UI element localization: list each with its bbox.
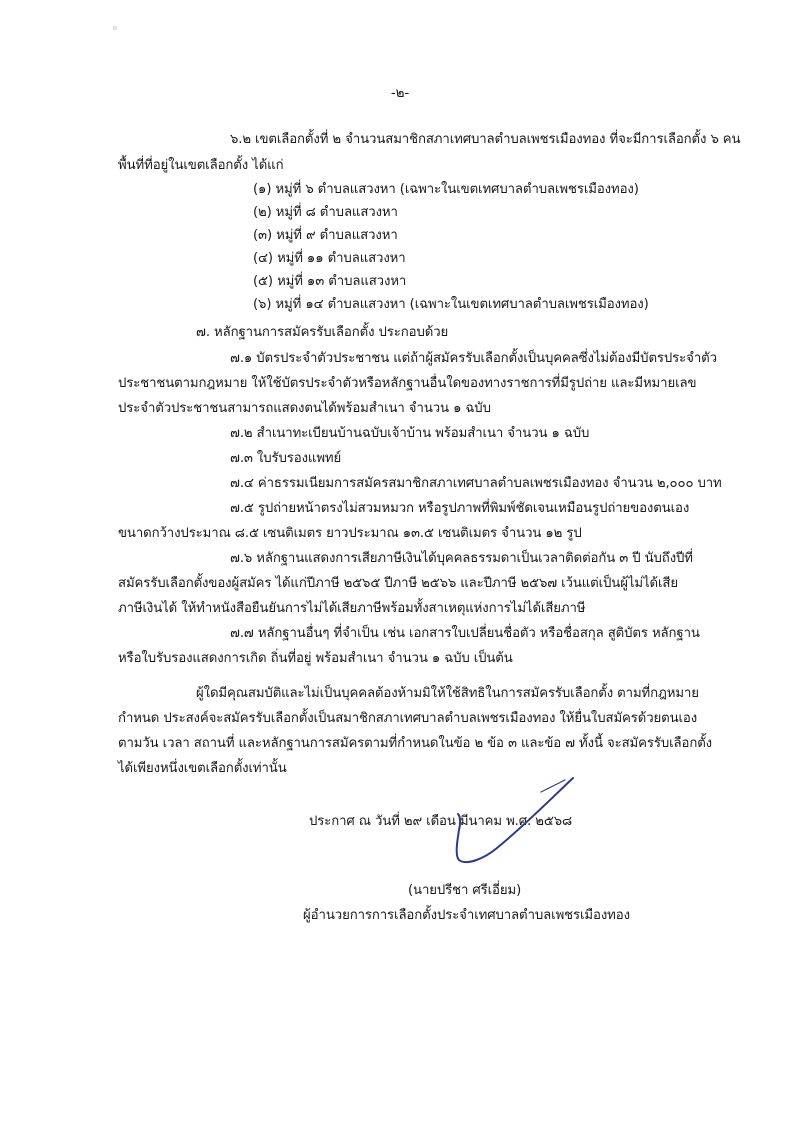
closing-paragraph-line4: ได้เพียงหนึ่งเขตเลือกตั้งเท่านั้น	[118, 761, 287, 776]
closing-paragraph-line1: ผู้ใดมีคุณสมบัติและไม่เป็นบุคคลต้องห้ามมิให้ใช้สิทธิในการสมัครรับเลือกตั้ง ตามที่กฎหมาย	[196, 686, 699, 701]
item-7-1-line2: ประชาชนตามกฎหมาย ให้ใช้บัตรประจำตัวหรือหลักฐานอื่นใดของทางราชการที่มีรูปถ่าย และมีหมายเลข	[118, 376, 697, 391]
area-list-item: (๔) หมู่ที่ ๑๑ ตำบลแสวงหา	[253, 251, 406, 266]
item-7-2: ๗.๒ สำเนาทะเบียนบ้านฉบับเจ้าบ้าน พร้อมสำเนา จำนวน ๑ ฉบับ	[230, 426, 590, 441]
page-number: -๒-	[390, 85, 410, 101]
item-7-7-line2: หรือใบรับรองแสดงการเกิด ถิ่นที่อยู่ พร้อมสำเนา จำนวน ๑ ฉบับ เป็นต้น	[118, 651, 513, 666]
area-list-item: (๒) หมู่ที่ ๘ ตำบลแสวงหา	[253, 205, 398, 220]
announcement-date: ประกาศ ณ วันที่ ๒๙ เดือน มีนาคม พ.ศ. ๒๕๖๘	[309, 814, 573, 829]
closing-paragraph-line2: กำหนด ประสงค์จะสมัครรับเลือกตั้งเป็นสมาชิกสภาเทศบาลตำบลเพชรเมืองทอง ให้ยื่นใบสมัครด้วยตนเอง	[118, 711, 698, 726]
item-7-5-line1: ๗.๕ รูปถ่ายหน้าตรงไม่สวมหมวก หรือรูปภาพที่พิมพ์ชัดเจนเหมือนรูปถ่ายของตนเอง	[230, 501, 690, 516]
item-7-6-line1: ๗.๖ หลักฐานแสดงการเสียภาษีเงินได้บุคคลธรรมดาเป็นเวลาติดต่อกัน ๓ ปี นับถึงปีที่	[230, 551, 693, 566]
item-7-5-line2: ขนาดกว้างประมาณ ๘.๕ เซนติเมตร ยาวประมาณ ๑๓.๕ เซนติเมตร จำนวน ๑๒ รูป	[118, 526, 582, 541]
area-list-item: (๕) หมู่ที่ ๑๓ ตำบลแสวงหา	[253, 274, 407, 289]
handwritten-signature	[445, 770, 585, 870]
item-7-3: ๗.๓ ใบรับรองแพทย์	[230, 451, 342, 466]
item-7-1-line1: ๗.๑ บัตรประจำตัวประชาชน แต่ถ้าผู้สมัครรับเลือกตั้งเป็นบุคคลซึ่งไม่ต้องมีบัตรประจำตัว	[230, 351, 717, 366]
area-list-item: (๑) หมู่ที่ ๖ ตำบลแสวงหา (เฉพาะในเขตเทศบาลตำบลเพชรเมืองทอง)	[253, 182, 639, 197]
item-7-6-line2: สมัครรับเลือกตั้งของผู้สมัคร ได้แก่ปีภาษี ๒๕๖๕ ปีภาษี ๒๕๖๖ และปีภาษี ๒๕๖๗ เว้นแต่เป็นผู้ไม่ได้เสีย	[118, 576, 678, 591]
signer-title: ผู้อำนวยการการเลือกตั้งประจำเทศบาลตำบลเพชรเมืองทอง	[303, 908, 630, 923]
area-list-item: (๓) หมู่ที่ ๙ ตำบลแสวงหา	[253, 228, 398, 243]
closing-paragraph-line3: ตามวัน เวลา สถานที่ และหลักฐานการสมัครตามที่กำหนดในข้อ ๒ ข้อ ๓ และข้อ ๗ ทั้งนี้ จะสมัครรับเลือกตั้ง	[118, 736, 713, 751]
item-7-6-line3: ภาษีเงินได้ ให้ทำหนังสือยืนยันการไม่ได้เสียภาษีพร้อมทั้งสาเหตุแห่งการไม่ได้เสียภาษี	[118, 601, 586, 616]
item-7-7-line1: ๗.๗ หลักฐานอื่นๆ ที่จำเป็น เช่น เอกสารใบเปลี่ยนชื่อตัว หรือชื่อสกุล สูติบัตร หลักฐาน	[230, 626, 700, 641]
item-7-1-line3: ประจำตัวประชาชนสามารถแสดงตนได้พร้อมสำเนา จำนวน ๑ ฉบับ	[118, 401, 491, 416]
faint-corner-mark: ๑	[112, 23, 118, 33]
section-6-2-heading-line2: พื้นที่ที่อยู่ในเขตเลือกตั้ง ได้แก่	[118, 158, 284, 173]
section-7-heading: ๗. หลักฐานการสมัครรับเลือกตั้ง ประกอบด้วย	[196, 325, 449, 340]
signer-name: (นายปรีชา ศรีเอี่ยม)	[408, 883, 522, 898]
area-list-item: (๖) หมู่ที่ ๑๔ ตำบลแสวงหา (เฉพาะในเขตเทศบาลตำบลเพชรเมืองทอง)	[253, 297, 649, 312]
section-6-2-heading-line1: ๖.๒ เขตเลือกตั้งที่ ๒ จำนวนสมาชิกสภาเทศบาลตำบลเพชรเมืองทอง ที่จะมีการเลือกตั้ง ๖ คน	[230, 132, 741, 147]
item-7-4: ๗.๔ ค่าธรรมเนียมการสมัครสมาชิกสภาเทศบาลตำบลเพชรเมืองทอง จำนวน ๒,๐๐๐ บาท	[230, 476, 722, 491]
